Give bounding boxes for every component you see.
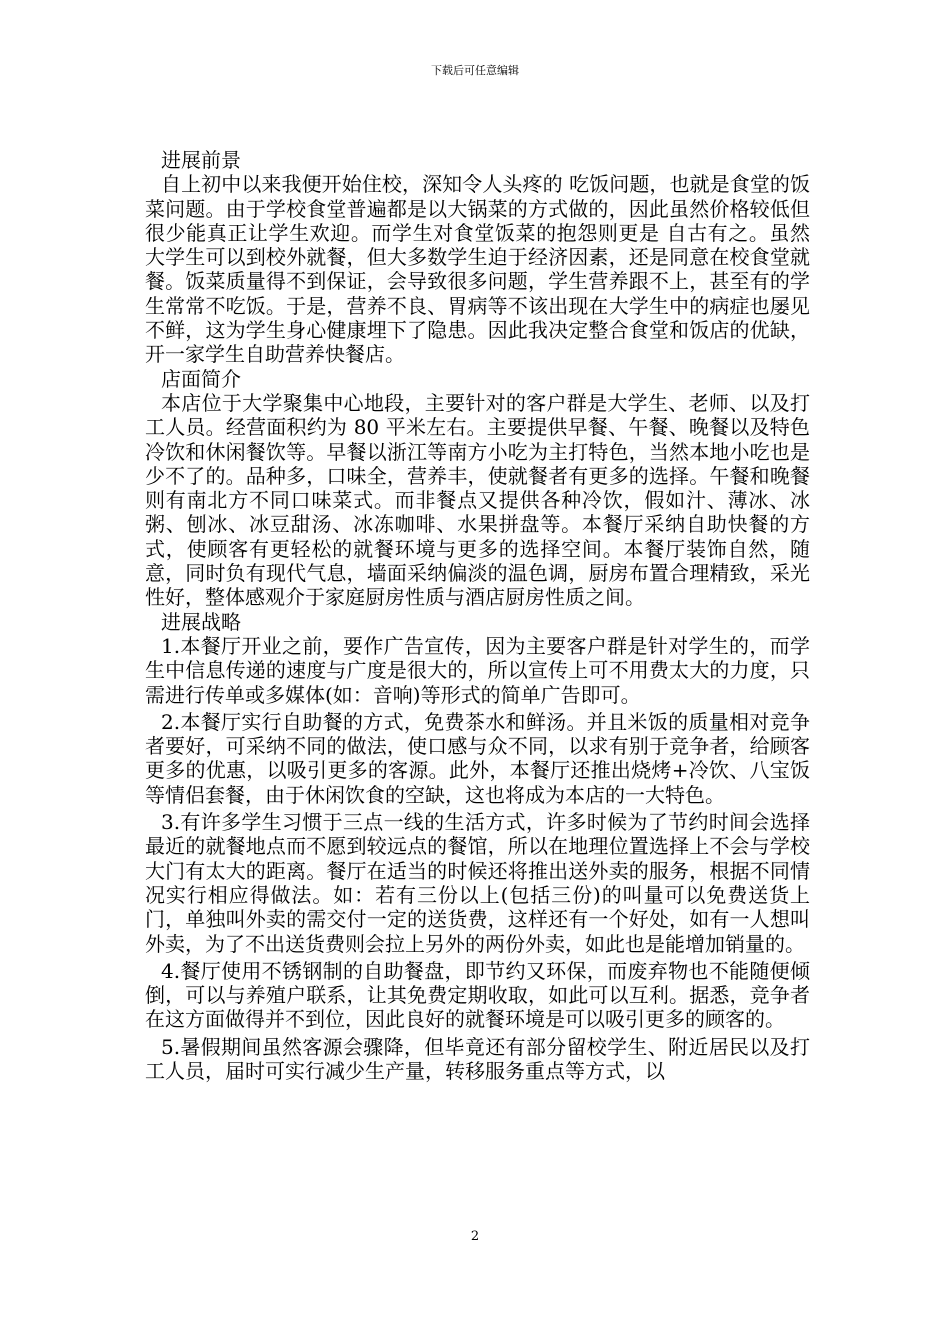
strategy-item-4: 4.餐厅使用不锈钢制的自助餐盘，即节约又环保，而废弃物也不能随便倾倒，可以与养殖户联系，让其免费定期收取，如此可以互利。据悉，竞争者在这方面做得并不到位，因此良好的就餐环境是可以吸引更多的顾客的。 (145, 958, 810, 1032)
strategy-item-2: 2.本餐厅实行自助餐的方式，免费茶水和鲜汤。并且米饭的质量相对竞争者要好，可采纳不同的做法，使口感与众不同，以求有别于竞争者，给顾客更多的优惠，以吸引更多的客源。此外，本餐厅还推出烧烤+冷饮、八宝饭等情侣套餐，由于休闲饮食的空缺，这也将成为本店的一大特色。 (145, 709, 810, 807)
strategy-item-3: 3.有许多学生习惯于三点一线的生活方式，许多时候为了节约时间会选择最近的就餐地点而不愿到较远点的餐馆，所以在地理位置选择上不会与学校大门有太大的距离。餐厅在适当的时候还将推出送外卖的服务，根据不同情况实行相应得做法。如：若有三份以上(包括三份)的叫量可以免费送货上门，单独叫外卖的需交付一定的送货费，这样还有一个好处，如有一人想叫外卖，为了不出送货费则会拉上另外的两份外卖，如此也是能增加销量的。 (145, 810, 810, 956)
strategy-item-5: 5.暑假期间虽然客源会骤降，但毕竟还有部分留校学生、附近居民以及打工人员，届时可实行减少生产量，转移服务重点等方式，以 (145, 1034, 810, 1083)
document-body (145, 148, 810, 1083)
paragraph-prospects: 自上初中以来我便开始住校，深知令人头疼的 吃饭问题，也就是食堂的饭菜问题。由于学校食堂普遍都是以大锅菜的方式做的，因此虽然价格较低但很少能真正让学生欢迎。而学生对食堂饭菜的抱怨则更是 自古有之。虽然大学生可以到校外就餐，但大多数学生迫于经济因素，还是同意在校食堂就餐。饭菜质量得不到保证，会导致很多问题，学生营养跟不上，甚至有的学生常常不吃饭。于是，营养不良、胃病等不该出现在大学生中的病症也屡见不鲜，这为学生身心健康埋下了隐患。因此我决定整合食堂和饭店的优缺，开一家学生自助营养快餐店。 (145, 172, 810, 367)
paragraph-store-intro: 本店位于大学聚集中心地段，主要针对的客户群是大学生、老师、以及打工人员。经营面积约为 80 平米左右。主要提供早餐、午餐、晚餐以及特色冷饮和休闲餐饮等。早餐以浙江等南方小吃为主打特色，当然本地小吃也是少不了的。品种多，口味全，营养丰，使就餐者有更多的选择。午餐和晚餐则有南北方不同口味菜式。而非餐点又提供各种冷饮，假如汁、薄冰、冰粥、刨冰、冰豆甜汤、冰冻咖啡、水果拼盘等。本餐厅采纳自助快餐的方式，使顾客有更轻松的就餐环境与更多的选择空间。本餐厅装饰自然，随意，同时负有现代气息，墙面采纳偏淡的温色调，厨房布置合理精致，采光性好，整体感观介于家庭厨房性质与酒店厨房性质之间。 (145, 390, 810, 610)
section-heading-strategy: 进展战略 (161, 609, 241, 634)
section-heading-store-intro: 店面简介 (161, 366, 241, 391)
page-number: 2 (470, 1229, 480, 1244)
page-header-note: 下载后可任意编辑 (431, 64, 519, 77)
strategy-item-1: 1.本餐厅开业之前，要作广告宣传，因为主要客户群是针对学生的，而学生中信息传递的速度与广度是很大的，所以宣传上可不用费太大的力度，只需进行传单或多媒体(如：音响)等形式的简单广告即可。 (145, 633, 810, 707)
section-heading-prospects: 进展前景 (161, 148, 241, 172)
